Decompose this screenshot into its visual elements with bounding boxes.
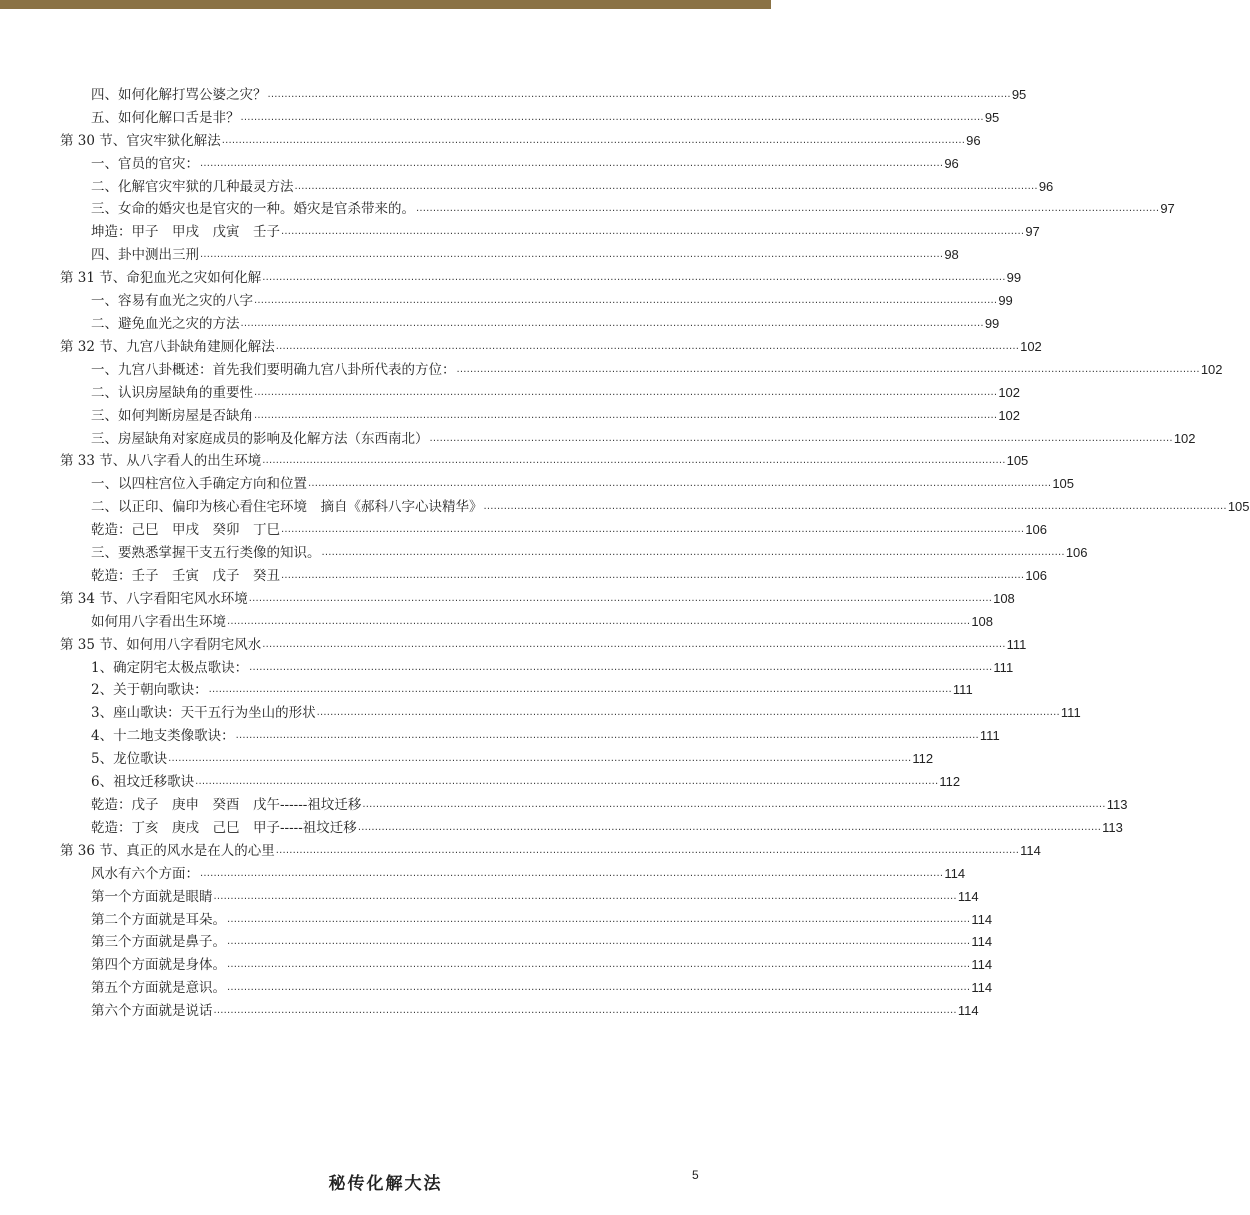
toc-entry-row[interactable]	[60, 309, 1000, 332]
toc-dot-leader: ............................................................................................................................................................................................................................	[240, 111, 984, 123]
toc-dot-leader: ............................................................................................................................................................................................................................	[275, 844, 1020, 856]
toc-entry-row[interactable]	[60, 172, 1054, 195]
toc-dot-leader: ............................................................................................................................................................................................................................	[227, 936, 971, 948]
toc-entry-row[interactable]	[60, 515, 1048, 539]
toc-section-row[interactable]	[60, 630, 1027, 653]
toc-entry-title: 6、祖坟迁移歌诀	[91, 774, 195, 791]
toc-entry-row[interactable]	[60, 905, 993, 928]
toc-entry-title: 坤造：甲子 甲戌 戊寅 壬子	[91, 224, 280, 241]
toc-dot-leader: ............................................................................................................................................................................................................................	[262, 272, 1006, 284]
toc-page-number: 113	[1102, 819, 1123, 835]
toc-entry-title: 第五个方面就是意识。	[91, 980, 226, 997]
footer-book-title: 秘传化解大法	[328, 1174, 443, 1194]
toc-entry-row[interactable]	[60, 973, 993, 997]
toc-entry-title: 第二个方面就是耳朵。	[91, 911, 226, 928]
toc-entry-title: 第三个方面就是鼻子。	[91, 934, 226, 951]
toc-page-number: 112	[912, 751, 934, 767]
toc-section-row[interactable]	[60, 126, 981, 149]
toc-page-number: 114	[1020, 842, 1041, 858]
toc-dot-leader: ............................................................................................................................................................................................................................	[456, 363, 1200, 375]
toc-page-number: 111	[993, 659, 1014, 675]
toc-entry-title: 二、以正印、偏印为核心看住宅环境 摘自《郝科八字心诀精华》	[91, 499, 483, 516]
toc-entry-row[interactable]	[60, 195, 1175, 218]
toc-page-number: 106	[1025, 522, 1048, 538]
toc-entry-row[interactable]	[60, 698, 1081, 722]
toc-entry-title: 风水有六个方面：	[91, 865, 199, 882]
toc-section-row[interactable]	[60, 447, 1029, 470]
toc-page-number: 112	[939, 774, 961, 790]
toc-page-number: 114	[957, 888, 979, 904]
toc-dot-leader: ............................................................................................................................................................................................................................	[200, 249, 944, 261]
toc-entry-title: 四、如何化解打骂公婆之灾？	[91, 86, 267, 103]
toc-entry-title: 第 36 节、真正的风水是在人的心里	[60, 842, 275, 859]
toc-entry-title: 乾造：丁亥 庚戌 己巳 甲子-----祖坟迁移	[91, 819, 357, 836]
toc-dot-leader: ............................................................................................................................................................................................................................	[221, 134, 966, 146]
toc-dot-leader: ............................................................................................................................................................................................................................	[321, 547, 1065, 559]
toc-section-row[interactable]	[60, 263, 1022, 287]
toc-page-number: 111	[1060, 705, 1081, 721]
toc-entry-row[interactable]	[60, 401, 1021, 424]
toc-entry-title: 四、卦中测出三刑	[91, 247, 199, 264]
toc-page-number: 106	[1065, 545, 1088, 561]
toc-entry-row[interactable]	[60, 149, 959, 172]
toc-entry-row[interactable]	[60, 561, 1048, 584]
toc-page-number: 99	[998, 293, 1013, 309]
toc-dot-leader: ............................................................................................................................................................................................................................	[227, 982, 971, 994]
toc-page-number: 114	[957, 1003, 979, 1019]
toc-entry-title: 第 35 节、如何用八字看阴宅风水	[60, 636, 262, 653]
toc-entry-row[interactable]	[60, 767, 961, 791]
toc-entry-row[interactable]	[60, 469, 1075, 493]
toc-page-number: 105	[1052, 476, 1075, 492]
toc-entry-row[interactable]	[60, 240, 959, 264]
toc-entry-title: 三、女命的婚灾也是官灾的一种。婚灾是官杀带来的。	[91, 201, 415, 218]
toc-page-number: 105	[1227, 499, 1250, 515]
toc-entry-row[interactable]	[60, 653, 1014, 676]
toc-entry-title: 三、如何判断房屋是否缺角	[91, 407, 253, 424]
toc-dot-leader: ............................................................................................................................................................................................................................	[281, 226, 1025, 238]
toc-entry-row[interactable]	[60, 355, 1223, 378]
toc-entry-row[interactable]	[60, 492, 1250, 516]
toc-page-number: 108	[993, 590, 1015, 606]
toc-page-number: 106	[1025, 567, 1048, 583]
toc-entry-row[interactable]	[60, 607, 994, 630]
toc-entry-row[interactable]	[60, 950, 993, 974]
toc-entry-title: 三、房屋缺角对家庭成员的影响及化解方法（东西南北）	[91, 430, 429, 447]
toc-dot-leader: ............................................................................................................................................................................................................................	[262, 638, 1006, 650]
toc-dot-leader: ............................................................................................................................................................................................................................	[308, 478, 1052, 490]
toc-page-number: 114	[971, 957, 993, 973]
toc-page-number: 114	[944, 865, 966, 881]
toc-page-number: 95	[1011, 86, 1027, 102]
toc-page-number: 111	[979, 728, 1000, 744]
toc-dot-leader: ............................................................................................................................................................................................................................	[227, 913, 971, 925]
toc-page-number: 102	[998, 384, 1021, 400]
toc-entry-title: 第六个方面就是说话	[91, 1003, 213, 1020]
toc-dot-leader: ............................................................................................................................................................................................................................	[254, 409, 998, 421]
toc-dot-leader: ............................................................................................................................................................................................................................	[195, 776, 939, 788]
toc-page-number: 114	[971, 934, 993, 950]
toc-page-number: 105	[1006, 453, 1029, 469]
toc-entry-title: 第 31 节、命犯血光之灾如何化解	[60, 270, 262, 287]
table-of-contents	[60, 80, 1250, 1020]
toc-dot-leader: ............................................................................................................................................................................................................................	[200, 867, 944, 879]
toc-page-number: 97	[1160, 201, 1175, 217]
toc-dot-leader: ............................................................................................................................................................................................................................	[200, 157, 944, 169]
toc-entry-row[interactable]	[60, 424, 1196, 447]
toc-entry-title: 第 30 节、官灾牢狱化解法	[60, 132, 221, 149]
toc-entry-title: 一、以四柱宫位入手确定方向和位置	[91, 476, 307, 493]
toc-section-row[interactable]	[60, 584, 1015, 607]
toc-dot-leader: ............................................................................................................................................................................................................................	[281, 524, 1025, 536]
toc-entry-title: 4、十二地支类像歌诀：	[91, 728, 235, 745]
toc-dot-leader: ............................................................................................................................................................................................................................	[275, 340, 1020, 352]
toc-entry-title: 第 32 节、九宫八卦缺角建厕化解法	[60, 338, 275, 355]
toc-dot-leader: ............................................................................................................................................................................................................................	[249, 661, 993, 673]
toc-entry-row[interactable]	[60, 928, 993, 951]
toc-entry-row[interactable]	[60, 790, 1128, 813]
toc-page-number: 102	[1200, 361, 1223, 377]
toc-entry-title: 三、要熟悉掌握干支五行类像的知识。	[91, 545, 321, 562]
toc-page-number: 108	[971, 613, 994, 629]
toc-entry-row[interactable]	[60, 217, 1040, 241]
toc-dot-leader: ............................................................................................................................................................................................................................	[429, 432, 1173, 444]
toc-entry-row[interactable]	[60, 538, 1088, 562]
toc-dot-leader: ............................................................................................................................................................................................................................	[362, 799, 1106, 810]
toc-page-number: 95	[984, 109, 1000, 125]
toc-entry-title: 3、座山歌诀：天干五行为坐山的形状	[91, 705, 316, 722]
toc-dot-leader: ............................................................................................................................................................................................................................	[262, 455, 1006, 467]
toc-page-number: 97	[1025, 224, 1040, 240]
toc-dot-leader: ............................................................................................................................................................................................................................	[227, 615, 971, 627]
toc-entry-row[interactable]	[60, 882, 979, 905]
toc-entry-title: 五、如何化解口舌是非？	[91, 109, 240, 126]
toc-dot-leader: ............................................................................................................................................................................................................................	[416, 203, 1160, 215]
toc-dot-leader: ............................................................................................................................................................................................................................	[316, 707, 1060, 719]
toc-entry-row[interactable]	[60, 103, 1000, 126]
toc-page-number: 102	[1173, 430, 1196, 446]
toc-page-number: 96	[1038, 178, 1054, 194]
toc-dot-leader: ............................................................................................................................................................................................................................	[267, 88, 1011, 100]
toc-entry-row[interactable]	[60, 378, 1021, 401]
toc-dot-leader: ............................................................................................................................................................................................................................	[254, 295, 998, 307]
toc-entry-row[interactable]	[60, 80, 1027, 103]
toc-entry-row[interactable]	[60, 744, 934, 768]
toc-dot-leader: ............................................................................................................................................................................................................................	[208, 684, 952, 696]
toc-dot-leader: ............................................................................................................................................................................................................................	[213, 890, 957, 902]
toc-entry-title: 一、官员的官灾：	[91, 155, 199, 172]
toc-page-number: 111	[1006, 636, 1027, 652]
toc-page-number: 96	[966, 132, 981, 148]
toc-section-row[interactable]	[60, 836, 1041, 859]
toc-dot-leader: ............................................................................................................................................................................................................................	[281, 569, 1025, 581]
toc-entry-row[interactable]	[60, 286, 1013, 310]
toc-entry-title: 5、龙位歌诀	[91, 751, 168, 768]
toc-entry-row[interactable]	[60, 721, 1000, 745]
toc-page-number: 99	[1006, 270, 1022, 286]
toc-entry-row[interactable]	[60, 996, 979, 1020]
header-band	[0, 0, 771, 9]
toc-page-number: 99	[984, 315, 1000, 331]
toc-dot-leader: ............................................................................................................................................................................................................................	[254, 386, 998, 398]
toc-entry-title: 二、化解官灾牢狱的几种最灵方法	[91, 178, 294, 195]
toc-entry-row[interactable]	[60, 859, 966, 882]
toc-page-number: 96	[944, 155, 959, 171]
toc-page-number: 102	[1020, 338, 1042, 354]
toc-entry-title: 乾造：己巳 甲戌 癸卯 丁巳	[91, 522, 280, 539]
toc-dot-leader: ............................................................................................................................................................................................................................	[248, 592, 993, 604]
toc-page-number: 113	[1106, 797, 1128, 812]
toc-dot-leader: ............................................................................................................................................................................................................................	[168, 753, 912, 765]
toc-entry-title: 第四个方面就是身体。	[91, 957, 226, 974]
toc-entry-title: 第 34 节、八字看阳宅风水环境	[60, 590, 248, 607]
toc-entry-title: 1、确定阴宅太极点歌诀：	[91, 659, 249, 676]
page-number: 5	[692, 1168, 699, 1182]
toc-dot-leader: ............................................................................................................................................................................................................................	[483, 501, 1227, 513]
toc-entry-title: 乾造：壬子 壬寅 戊子 癸丑	[91, 567, 280, 584]
toc-dot-leader: ............................................................................................................................................................................................................................	[235, 730, 979, 742]
toc-entry-title: 一、九宫八卦概述：首先我们要明确九宫八卦所代表的方位：	[91, 361, 456, 378]
toc-page-number: 98	[944, 247, 959, 263]
toc-dot-leader: ............................................................................................................................................................................................................................	[240, 317, 984, 329]
toc-dot-leader: ............................................................................................................................................................................................................................	[213, 1005, 957, 1017]
toc-section-row[interactable]	[60, 332, 1042, 355]
toc-entry-title: 第一个方面就是眼睛	[91, 888, 213, 905]
toc-entry-row[interactable]	[60, 676, 973, 699]
toc-entry-title: 第 33 节、从八字看人的出生环境	[60, 453, 262, 470]
toc-entry-row[interactable]	[60, 813, 1123, 836]
toc-entry-title: 二、避免血光之灾的方法	[91, 315, 240, 332]
toc-entry-title: 一、容易有血光之灾的八字	[91, 293, 253, 310]
toc-dot-leader: ............................................................................................................................................................................................................................	[294, 180, 1038, 192]
toc-entry-title: 如何用八字看出生环境	[91, 613, 226, 630]
toc-entry-title: 二、认识房屋缺角的重要性	[91, 384, 253, 401]
toc-page-number: 114	[971, 980, 993, 996]
toc-entry-title: 乾造：戊子 庚申 癸酉 戊午------祖坟迁移	[91, 797, 362, 813]
toc-page-number: 102	[998, 407, 1021, 423]
toc-page-number: 114	[971, 911, 993, 927]
toc-dot-leader: ............................................................................................................................................................................................................................	[357, 821, 1102, 833]
toc-entry-title: 2、关于朝向歌诀：	[91, 682, 208, 699]
toc-page-number: 111	[952, 682, 973, 698]
toc-dot-leader: ............................................................................................................................................................................................................................	[227, 959, 971, 971]
